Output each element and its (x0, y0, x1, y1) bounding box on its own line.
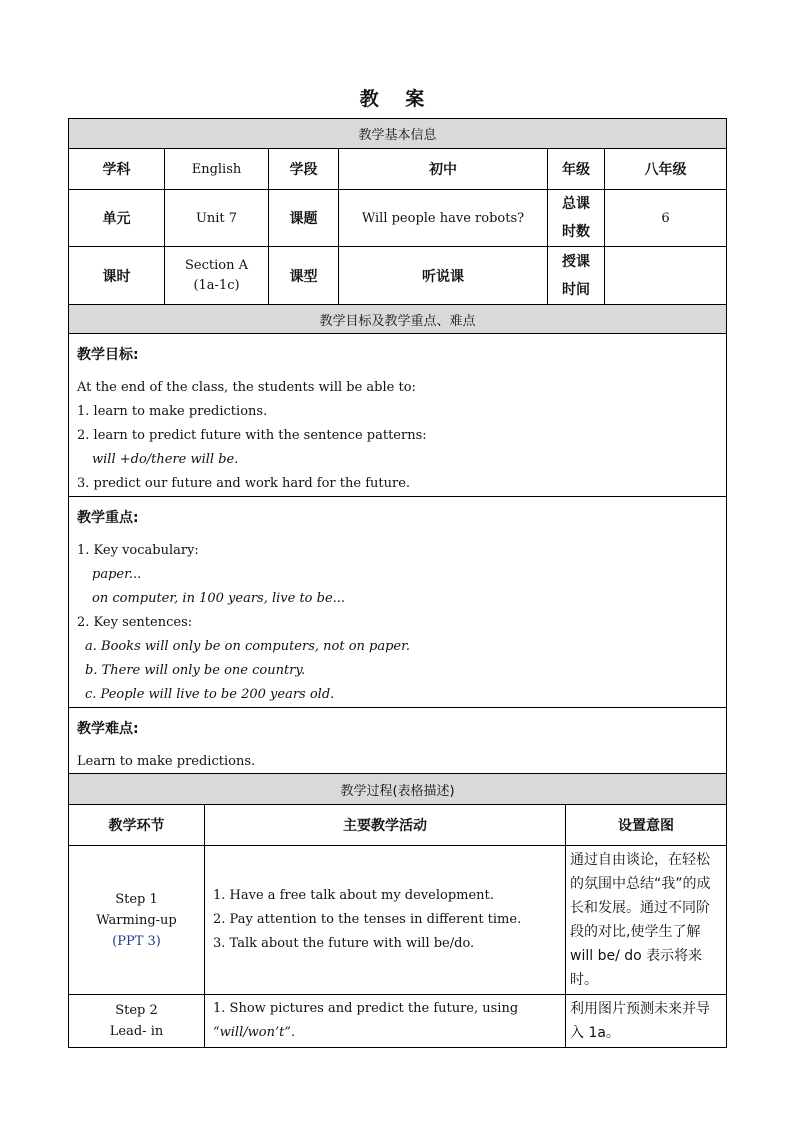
activity-line: 3. Talk about the future with will be/do. (213, 936, 475, 951)
page-title: 教 案 (359, 88, 435, 110)
type-value: 听说课 (339, 247, 548, 305)
key-points-section (69, 497, 727, 708)
table-row (69, 846, 727, 995)
basic-info-header: 教学基本信息 (69, 119, 727, 149)
key-sentences-label: 2. Key sentences: (77, 615, 193, 630)
unit-value: Unit 7 (165, 190, 269, 247)
key-vocab-item: on computer, in 100 years, live to be... (92, 591, 346, 606)
teach-time-label (548, 247, 605, 305)
step-number: Step 1 (115, 891, 158, 907)
subject-label: 学科 (69, 149, 165, 190)
objective-line: 1. learn to make predictions. (77, 404, 268, 419)
activity-cell (205, 846, 566, 995)
grade-value: 八年级 (605, 149, 727, 190)
topic-label: 课题 (269, 190, 339, 247)
lesson-plan-info-table (68, 118, 727, 776)
step-ppt-ref: (PPT 3) (112, 933, 161, 949)
type-label: 课型 (269, 247, 339, 305)
difficulties-heading: 教学难点: (77, 721, 139, 737)
stage-value: 初中 (339, 149, 548, 190)
key-sentence: b. There will only be one country. (85, 663, 306, 678)
total-hours-value: 6 (605, 190, 727, 247)
activity-line: 2. Pay attention to the tenses in different time. (213, 912, 522, 927)
col-purpose-header: 设置意图 (566, 805, 727, 846)
teach-time-value (605, 247, 727, 305)
step-name: Warming-up (96, 912, 177, 928)
key-sentence: c. People will live to be 200 years old. (85, 687, 335, 702)
col-activity-header: 主要教学活动 (205, 805, 566, 846)
teach-time-label-line2: 时间 (562, 281, 590, 298)
teaching-process-table (68, 773, 727, 1048)
key-vocab-item: paper... (92, 567, 142, 582)
objective-line: At the end of the class, the students will be able to: (77, 380, 416, 395)
subject-value: English (165, 149, 269, 190)
objectives-heading: 教学目标: (77, 347, 139, 363)
period-label: 课时 (69, 247, 165, 305)
activity-line: “will/won’t”. (213, 1025, 296, 1040)
col-stage-header: 教学环节 (69, 805, 205, 846)
activity-line: 1. Have a free talk about my development. (213, 888, 494, 903)
step-cell (69, 995, 205, 1048)
objectives-band: 教学目标及教学重点、难点 (69, 305, 727, 334)
teach-time-label-line1: 授课 (562, 253, 590, 270)
stage-label: 学段 (269, 149, 339, 190)
purpose-cell: 利用图片预测未来并导入 1a。 (566, 995, 727, 1048)
period-value (165, 247, 269, 305)
total-hours-label (548, 190, 605, 247)
period-value-line2: (1a-1c) (193, 277, 240, 293)
difficulties-section (69, 708, 727, 776)
unit-label: 单元 (69, 190, 165, 247)
key-sentence: a. Books will only be on computers, not on paper. (85, 639, 411, 654)
objectives-section (69, 334, 727, 497)
key-points-heading: 教学重点: (77, 510, 139, 526)
step-name: Lead- in (109, 1024, 164, 1039)
total-hours-label-line1: 总课 (562, 196, 590, 212)
grade-label: 年级 (548, 149, 605, 190)
objective-line: 3. predict our future and work hard for the future. (77, 476, 411, 491)
step-cell (69, 846, 205, 995)
table-row (69, 995, 727, 1048)
key-vocab-label: 1. Key vocabulary: (77, 543, 199, 558)
period-value-line1: Section A (185, 257, 248, 273)
activity-line: 1. Show pictures and predict the future, using (213, 1001, 519, 1016)
objective-line: 2. learn to predict future with the sentence patterns: (77, 428, 427, 443)
process-band: 教学过程(表格描述) (69, 774, 727, 805)
purpose-cell: 通过自由谈论，在轻松的氛围中总结“我”的成长和发展。通过不同阶段的对比,使学生了解 will be/ do 表示将来时。 (566, 846, 727, 995)
difficulties-text: Learn to make predictions. (77, 754, 256, 769)
objective-line: will +do/there will be. (92, 452, 239, 467)
step-number: Step 2 (115, 1003, 158, 1018)
topic-value: Will people have robots? (339, 190, 548, 247)
activity-cell (205, 995, 566, 1048)
total-hours-label-line2: 时数 (562, 224, 590, 240)
